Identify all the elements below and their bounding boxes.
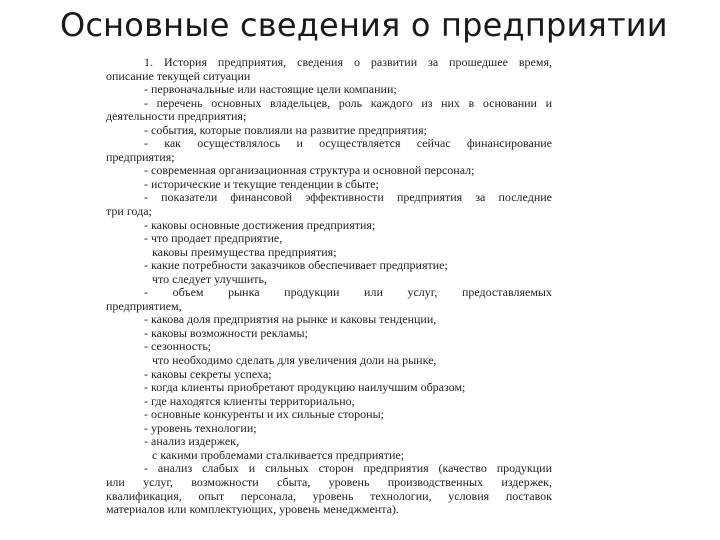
document-line: - анализ издержек, [144,435,239,449]
slide-title: Основные сведения о предприятии [60,6,668,44]
document-line: деятельности предприятия; [106,110,247,124]
document-line: - показатели финансовой эффективности предприятия за последние [144,191,552,205]
document-line: - уровень технологии; [144,421,257,435]
scanned-document [106,56,552,540]
document-line: - каковы основные достижения предприятия; [144,218,376,232]
document-line: - первоначальные или настоящие цели компании; [144,83,397,97]
document-line: что следует улучшить, [152,272,267,286]
document-line: - исторические и текущие тенденции в сбыте; [144,177,379,191]
document-line: - где находятся клиенты территориально, [144,394,355,408]
document-line: - когда клиенты приобретают продукцию наилучшим образом; [144,381,466,395]
document-line: - что продает предприятие, [144,232,283,246]
document-line: предприятия; [106,150,175,164]
document-line: - современная организационная структура и основной персонал; [144,164,475,178]
document-line: - основные конкуренты и их сильные стороны; [144,408,384,422]
document-line: - каковы возможности рекламы; [144,326,308,340]
document-line: - как осуществлялось и осуществляется сейчас финансирование [144,137,552,151]
document-line: три года; [106,205,152,219]
document-line: - перечень основных владельцев, роль каждого из них в основании и [144,96,552,110]
document-line: - какова доля предприятия на рынке и каковы тенденции, [144,313,437,327]
document-line: - какие потребности заказчиков обеспечивает предприятие; [144,259,448,273]
document-line: что необходимо сделать для увеличения доли на рынке, [152,354,437,368]
document-line: - каковы секреты успеха; [144,367,272,381]
document-line: - события, которые повлияли на развитие предприятия; [144,123,427,137]
document-line: 1. История предприятия, сведения о развитии за прошедшее время, [144,56,552,69]
document-line: - сезонность; [144,340,212,354]
document-line: предприятием, [106,299,182,313]
document-line: материалов или комплектующих, уровень менеджмента). [106,503,399,517]
document-line: каковы преимущества предприятия; [152,245,337,259]
document-line: описание текущей ситуации [106,69,251,83]
document-line: или услуг, возможности сбыта, уровень производственных издержек, [106,475,552,489]
document-line: квалификация, опыт персонала, уровень технологии, условия поставок [106,489,552,503]
document-line: - объем рынка продукции или услуг, предоставляемых [144,286,552,300]
document-line: с какими проблемами сталкивается предприятие; [152,448,405,462]
document-line: - анализ слабых и сильных сторон предприятия (качество продукции [144,462,552,476]
